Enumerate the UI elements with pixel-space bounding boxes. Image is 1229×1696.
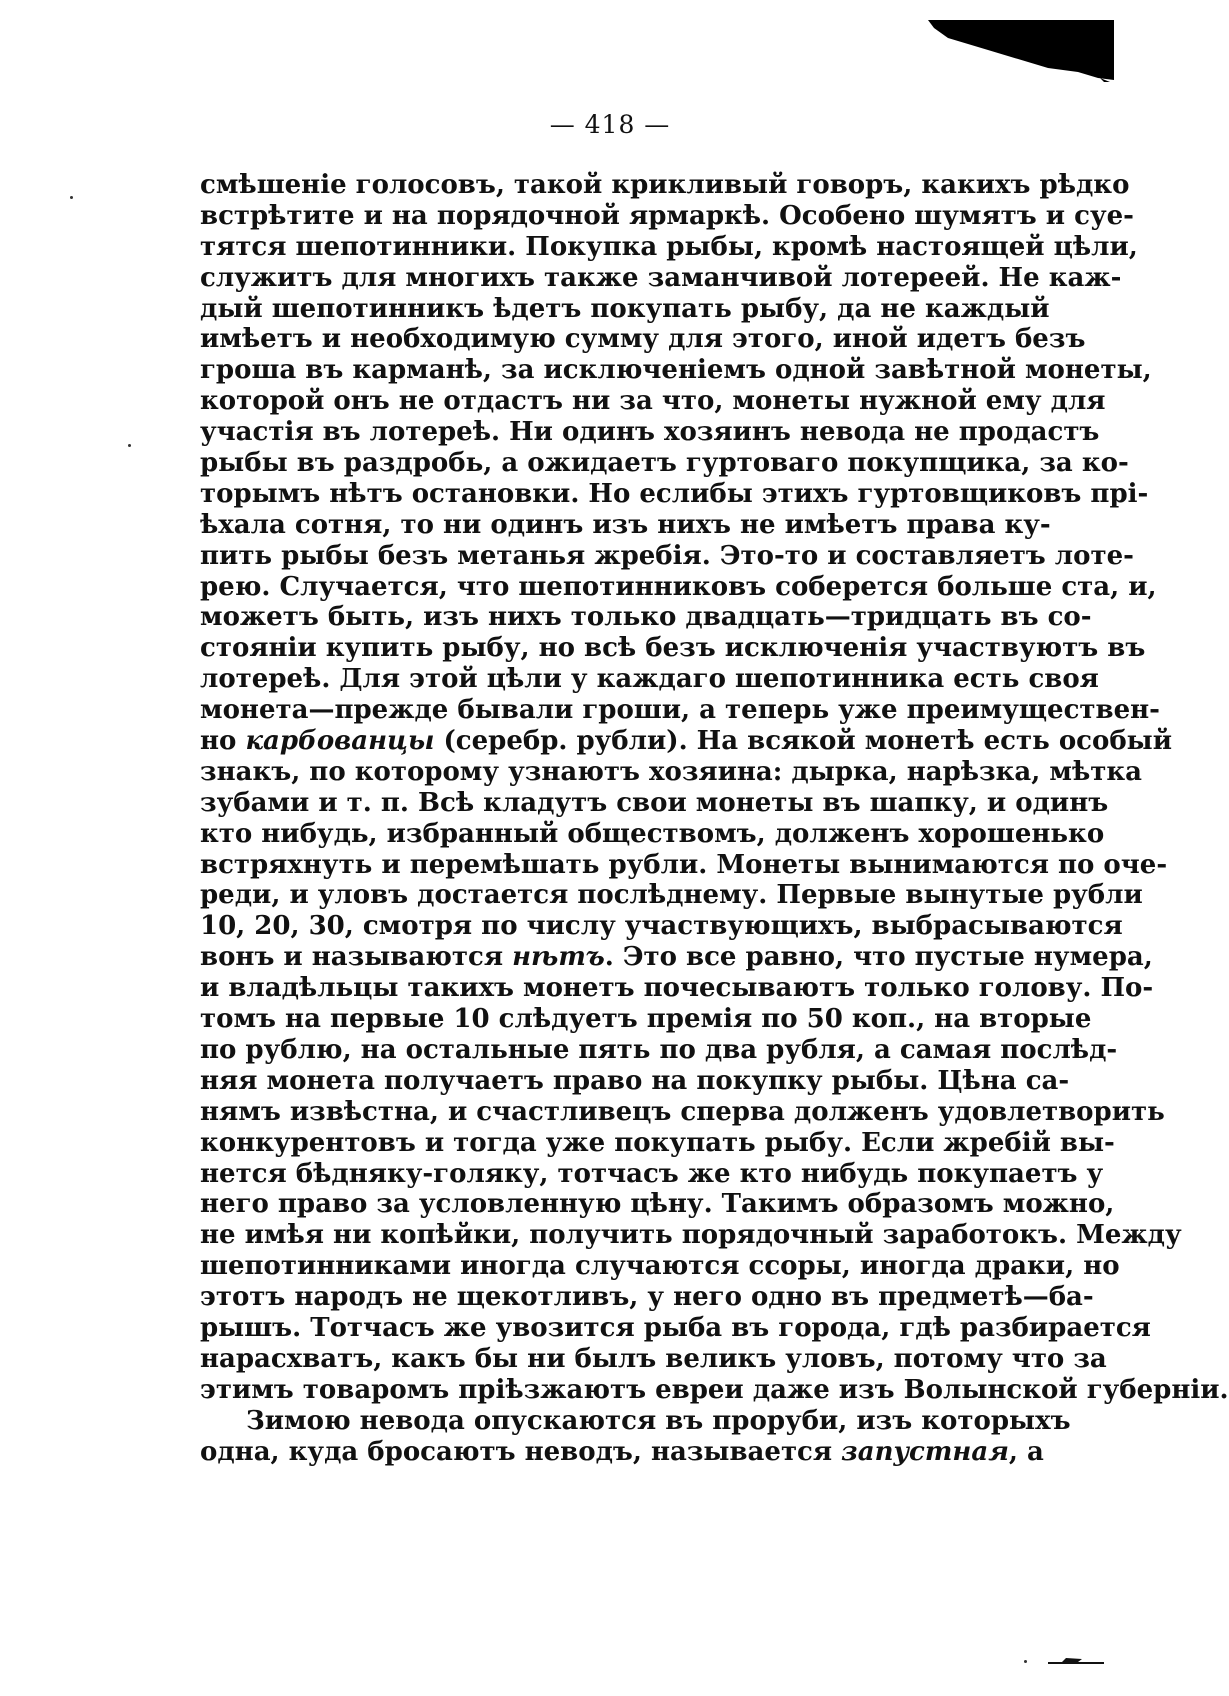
text-line xyxy=(200,818,1105,850)
text-segment: и владѣльцы такихъ монетъ почесываютъ только голову. По- xyxy=(200,973,1154,1004)
text-segment: нямъ извѣстна, и счастливецъ сперва долженъ удовлетворить xyxy=(200,1096,1165,1127)
text-line xyxy=(200,911,1123,942)
text-line xyxy=(200,200,1134,232)
scan-speck xyxy=(70,196,73,199)
text-line xyxy=(200,695,1160,726)
text-segment: служитъ для многихъ также заманчивой лотереей. Не каж- xyxy=(200,262,1122,293)
text-segment: зубами и т. п. Всѣ кладутъ свои монеты въ шапку, и одинъ xyxy=(200,787,1109,818)
text-segment: этимъ товаромъ пріѣзжаютъ евреи даже изъ Волынской губерніи. xyxy=(200,1374,1229,1405)
text-line xyxy=(200,355,1152,386)
text-line xyxy=(200,880,1143,911)
text-line xyxy=(200,293,1050,325)
text-line xyxy=(200,849,1168,881)
text-segment: стояніи купить рыбу, но всѣ безъ исключенія участвуютъ въ xyxy=(200,633,1146,664)
text-segment: торымъ нѣтъ остановки. Но еслибы этихъ гуртовщиковъ прі- xyxy=(200,478,1149,509)
text-segment: няя монета получаетъ право на покупку рыбы. Цѣна са- xyxy=(200,1065,1070,1096)
text-segment: нется бѣдняку-голяку, тотчасъ же кто нибудь покупаетъ у xyxy=(200,1158,1104,1189)
text-segment: лотереѣ. Для этой цѣли у каждаго шепотинника есть своя xyxy=(200,664,1099,695)
text-line xyxy=(200,787,1109,819)
text-segment: нарасхватъ, какъ бы ни былъ великъ уловъ, потому что за xyxy=(200,1343,1107,1374)
text-line xyxy=(200,1158,1104,1190)
text-segment: конкурентовъ и тогда уже покупать рыбу. Если жребій вы- xyxy=(200,1127,1115,1158)
page-number: — 418 — xyxy=(549,110,671,139)
italic-term: нѣтъ xyxy=(512,942,605,973)
text-line xyxy=(200,324,1086,355)
text-segment: знакъ, по которому узнаютъ хозяина: дырка, нарѣзка, мѣтка xyxy=(200,756,1142,787)
text-segment: рыбы въ раздробь, а ожидаетъ гуртоваго покупщика, за ко- xyxy=(200,448,1129,479)
text-line xyxy=(200,231,1138,263)
text-line xyxy=(200,1127,1115,1159)
text-segment: Зимою невода опускаются въ проруби, изъ которыхъ xyxy=(246,1405,1071,1436)
text-line xyxy=(200,1189,1115,1220)
text-segment: дый шепотинникъ ѣдетъ покупать рыбу, да не каждый xyxy=(200,293,1050,324)
text-line xyxy=(200,726,1173,757)
text-segment: пить рыбы безъ метанья жребія. Это-то и составляетъ лоте- xyxy=(200,540,1134,571)
text-line xyxy=(200,633,1146,664)
text-segment: гроша въ карманѣ, за исключеніемъ одной завѣтной монеты, xyxy=(200,355,1152,386)
text-line xyxy=(200,1004,1092,1035)
text-segment: вонъ и называются xyxy=(200,942,513,973)
text-segment: тятся шепотинники. Покупка рыбы, кромѣ настоящей цѣли, xyxy=(200,231,1138,262)
text-segment: 10, 20, 30, смотря по числу участвующихъ, выбрасываются xyxy=(200,911,1123,942)
text-line xyxy=(200,386,1106,417)
text-segment: не имѣя ни копѣйки, получить порядочный заработокъ. Между xyxy=(200,1220,1182,1251)
text-line xyxy=(200,170,1130,201)
scan-smudge-footer xyxy=(1048,1656,1104,1666)
scan-speck xyxy=(1024,1660,1027,1663)
text-segment: шепотинниками иногда случаются ссоры, иногда драки, но xyxy=(200,1251,1120,1282)
scan-smudge-mark xyxy=(928,20,1114,82)
scan-speck xyxy=(128,444,131,447)
text-segment: но xyxy=(200,726,246,757)
text-segment: рею. Случается, что шепотинниковъ соберется больше ста, и, xyxy=(200,571,1157,602)
text-line xyxy=(200,942,1153,973)
text-segment: , а xyxy=(1008,1436,1044,1467)
text-segment: имѣетъ и необходимую сумму для этого, иной идетъ безъ xyxy=(200,324,1086,355)
text-segment: участія въ лотереѣ. Ни одинъ хозяинъ невода не продастъ xyxy=(200,417,1100,448)
text-line xyxy=(200,448,1129,479)
text-line xyxy=(200,664,1099,695)
text-line xyxy=(200,1034,1118,1066)
text-segment: ѣхала сотня, то ни одинъ изъ нихъ не имѣетъ права ку- xyxy=(200,509,1051,540)
text-line xyxy=(200,756,1142,788)
text-line xyxy=(200,602,1092,633)
text-segment: встрѣтите и на порядочной ярмаркѣ. Особено шумятъ и суе- xyxy=(200,200,1134,231)
text-segment: (серебр. рубли). На всякой монетѣ есть особый xyxy=(434,726,1173,757)
text-line xyxy=(200,1251,1120,1282)
italic-term: запустная xyxy=(841,1436,1009,1467)
text-line xyxy=(200,1343,1107,1375)
text-line xyxy=(200,540,1134,572)
text-line xyxy=(200,262,1122,294)
text-line xyxy=(200,1436,1044,1468)
text-line xyxy=(200,1312,1151,1344)
text-line xyxy=(200,973,1154,1004)
text-segment: одна, куда бросаютъ неводъ, называется xyxy=(200,1436,842,1467)
text-segment: этотъ народъ не щекотливъ, у него одно въ предметѣ—ба- xyxy=(200,1282,1094,1313)
text-line xyxy=(200,1220,1182,1251)
text-segment: него право за условленную цѣну. Такимъ образомъ можно, xyxy=(200,1189,1115,1220)
text-segment: кто нибудь, избранный обществомъ, долженъ хорошенько xyxy=(200,818,1105,849)
italic-term: карбованцы xyxy=(245,726,435,757)
body-text xyxy=(200,170,1229,1467)
text-line xyxy=(200,571,1157,603)
text-segment: рышъ. Тотчасъ же увозится рыба въ города, гдѣ разбирается xyxy=(200,1312,1151,1343)
text-line xyxy=(200,417,1100,448)
text-segment: встряхнуть и перемѣшать рубли. Монеты вынимаются по оче- xyxy=(200,849,1168,880)
text-segment: томъ на первые 10 слѣдуетъ премія по 50 коп., на вторые xyxy=(200,1004,1092,1035)
text-segment: . Это все равно, что пустые нумера, xyxy=(604,942,1153,973)
text-line xyxy=(200,1096,1165,1128)
text-segment: по рублю, на остальные пять по два рубля, а самая послѣд- xyxy=(200,1034,1118,1065)
text-line xyxy=(200,478,1149,510)
text-line xyxy=(200,1405,1071,1437)
text-segment: которой онъ не отдастъ ни за что, монеты нужной ему для xyxy=(200,386,1106,417)
text-segment: реди, и уловъ достается послѣднему. Первые вынутые рубли xyxy=(200,880,1143,911)
text-line xyxy=(200,1282,1094,1313)
text-line xyxy=(200,1065,1070,1097)
text-line xyxy=(200,509,1051,541)
text-segment: монета—прежде бывали гроши, а теперь уже преимуществен- xyxy=(200,695,1160,726)
text-segment: смѣшеніе голосовъ, такой крикливый говоръ, какихъ рѣдко xyxy=(200,170,1130,200)
text-segment: можетъ быть, изъ нихъ только двадцать—тридцать въ со- xyxy=(200,602,1092,633)
text-line xyxy=(200,1374,1229,1406)
